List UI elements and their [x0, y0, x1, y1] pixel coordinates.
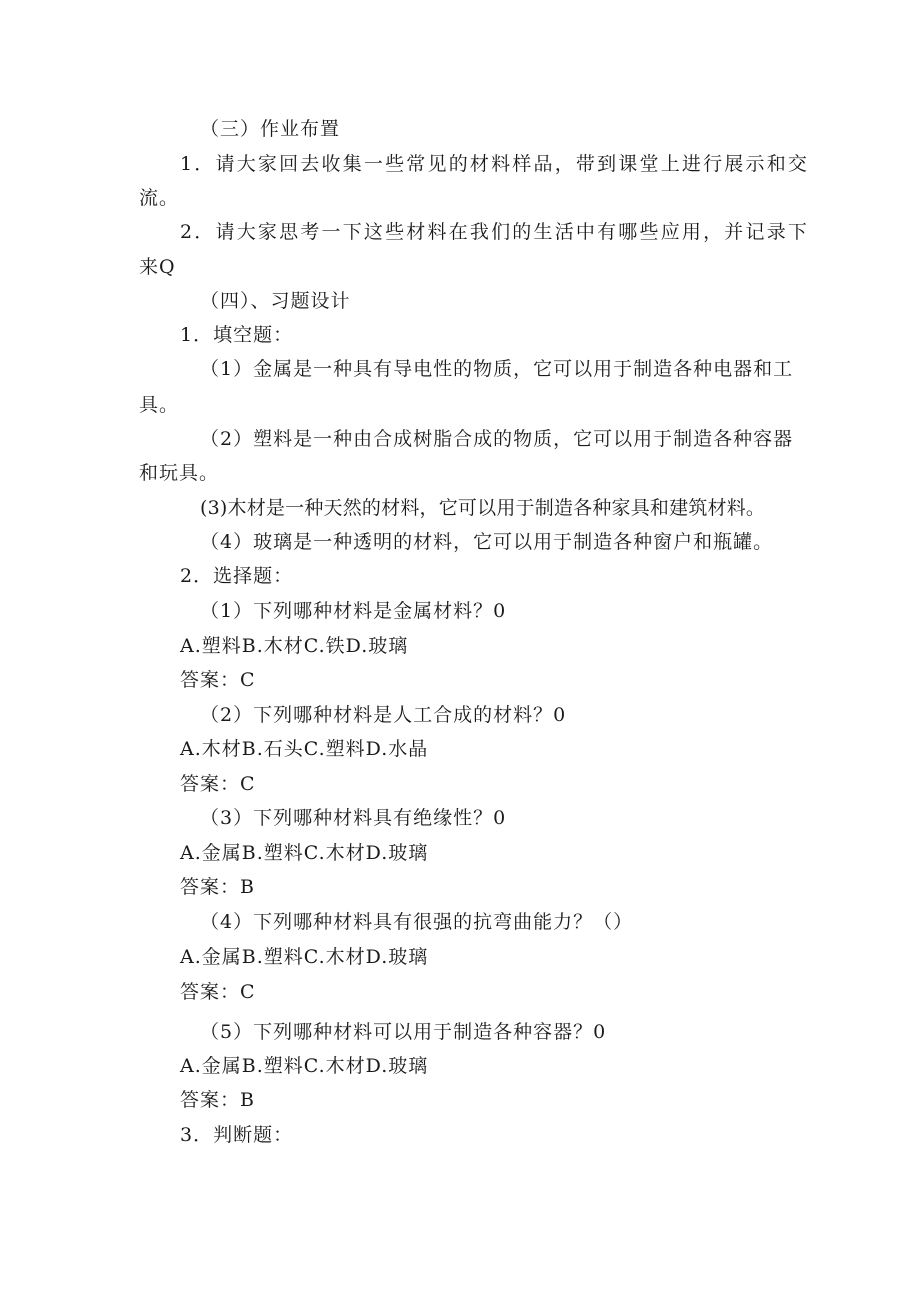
exercises-heading: （四）、习题设计: [200, 290, 351, 312]
mc-q5-options: A.金属B.塑料C.木材D.玻璃: [180, 1055, 429, 1077]
fill-blank-q3: (3)木材是一种天然的材料，它可以用于制造各种家具和建筑材料。: [200, 497, 766, 519]
mc-q4-answer: 答案：C: [180, 981, 256, 1003]
fill-blank-q1-line-1: （1）金属是一种具有导电性的物质，它可以用于制造各种电器和工: [200, 358, 794, 380]
mc-q4-options: A.金属B.塑料C.木材D.玻璃: [180, 946, 429, 968]
fill-blank-title: 1．填空题：: [180, 324, 294, 346]
mc-q2-answer: 答案：C: [180, 773, 256, 795]
fill-blank-q2-line-1: （2）塑料是一种由合成树脂合成的物质，它可以用于制造各种容器: [200, 428, 794, 450]
homework-item-2-line-1: 2．请大家思考一下这些材料在我们的生活中有哪些应用，并记录下: [180, 221, 810, 243]
mc-q5-question: （5）下列哪种材料可以用于制造各种容器？0: [200, 1021, 607, 1043]
mc-q2-options: A.木材B.石头C.塑料D.水晶: [180, 738, 429, 760]
mc-q3-question: （3）下列哪种材料具有绝缘性？0: [200, 807, 507, 829]
homework-item-1-line-2: 流。: [139, 187, 180, 209]
fill-blank-q2-line-2: 和玩具。: [139, 462, 220, 484]
multiple-choice-title: 2．选择题：: [180, 565, 294, 587]
homework-item-1-line-1: 1．请大家回去收集一些常见的材料样品，带到课堂上进行展示和交: [180, 153, 810, 175]
mc-q1-options: A.塑料B.木材C.铁D.玻璃: [180, 635, 409, 657]
true-false-title: 3．判断题：: [180, 1124, 294, 1146]
mc-q5-answer: 答案：B: [180, 1089, 255, 1111]
mc-q1-answer: 答案：C: [180, 669, 256, 691]
fill-blank-q4: （4）玻璃是一种透明的材料，它可以用于制造各种窗户和瓶罐。: [200, 531, 774, 553]
fill-blank-q1-line-2: 具。: [139, 394, 180, 416]
mc-q3-options: A.金属B.塑料C.木材D.玻璃: [180, 842, 429, 864]
mc-q1-question: （1）下列哪种材料是金属材料？0: [200, 600, 507, 622]
mc-q3-answer: 答案：B: [180, 876, 255, 898]
mc-q4-question: （4）下列哪种材料具有很强的抗弯曲能力？（）: [200, 911, 634, 933]
mc-q2-question: （2）下列哪种材料是人工合成的材料？0: [200, 704, 567, 726]
homework-item-2-line-2: 来Q: [139, 256, 176, 278]
homework-heading: （三）作业布置: [200, 118, 341, 140]
